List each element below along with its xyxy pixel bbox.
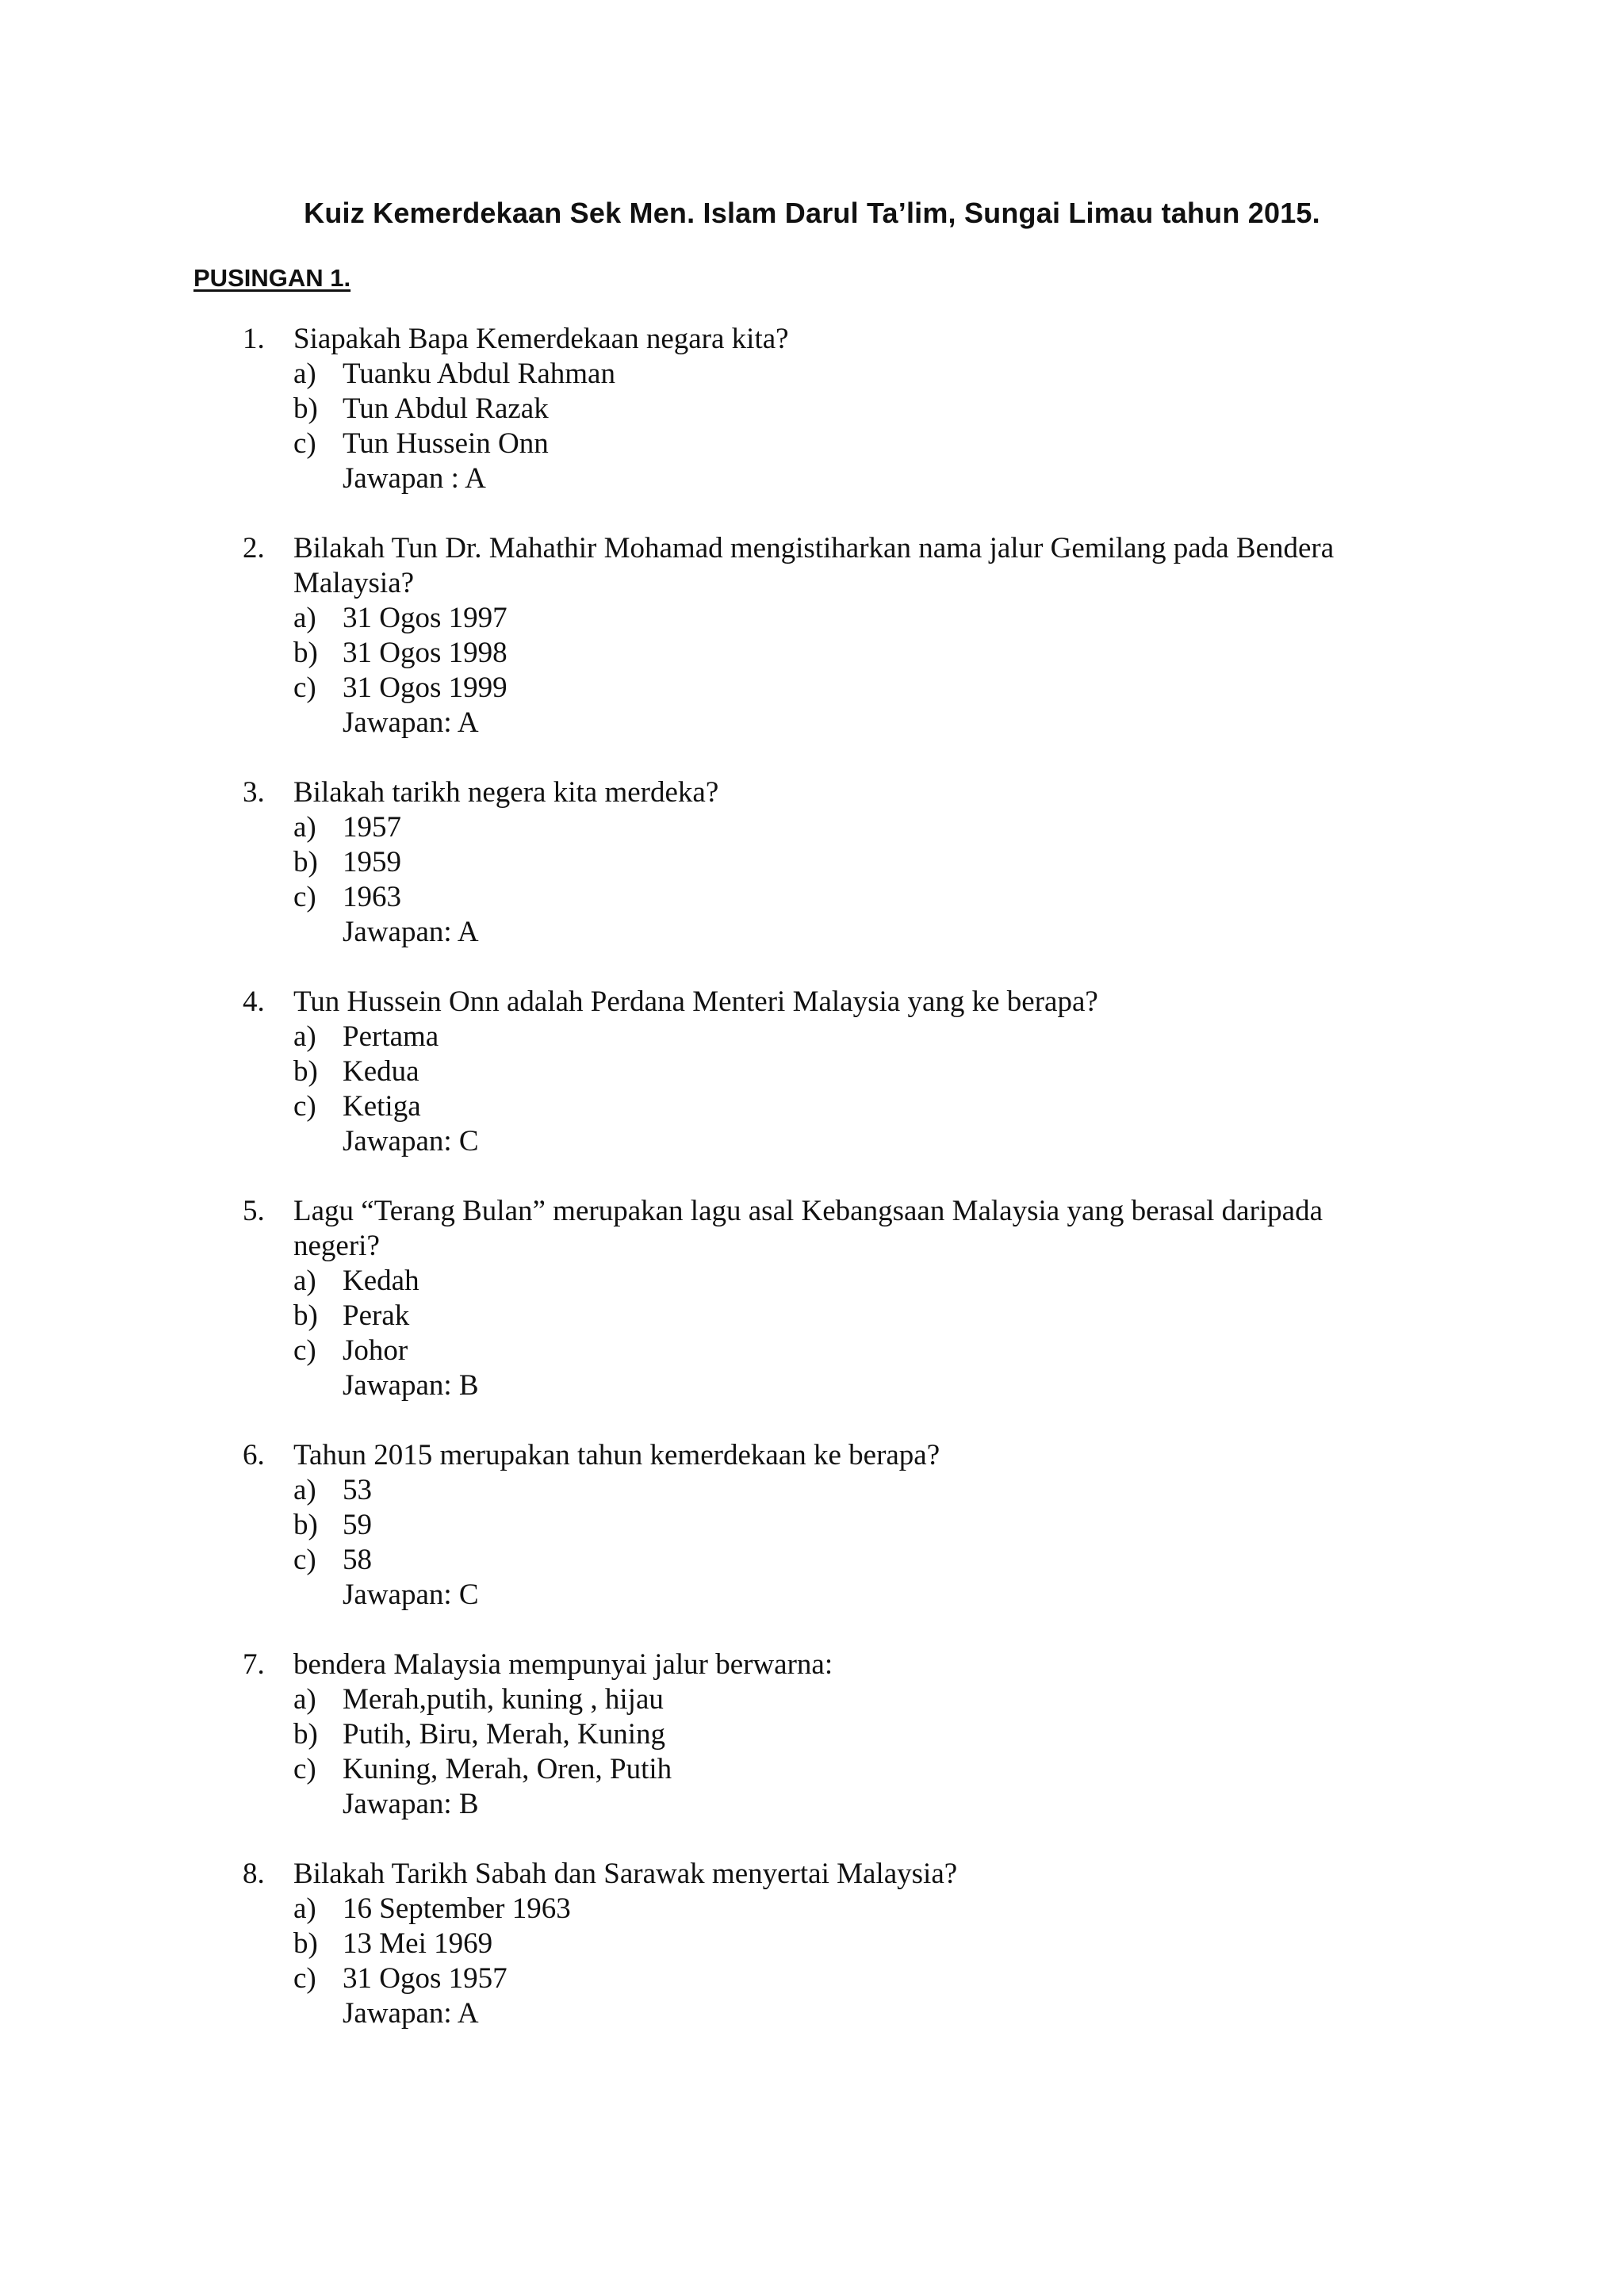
option-text: Kuning, Merah, Oren, Putih [343, 1753, 672, 1785]
question-text: Tahun 2015 merupakan tahun kemerdekaan ke berapa? [293, 1439, 940, 1471]
option-letter: a) [293, 358, 316, 390]
option-text: 31 Ogos 1997 [343, 602, 508, 634]
option-text: Kedah [343, 1265, 419, 1297]
question-text: Lagu “Terang Bulan” merupakan lagu asal Kebangsaan Malaysia yang berasal daripada negeri? [293, 1195, 1323, 1262]
option-letter: b) [293, 1055, 318, 1088]
option-text: 31 Ogos 1999 [343, 672, 508, 704]
option-letter: c) [293, 1753, 316, 1785]
question-text: Bilakah Tarikh Sabah dan Sarawak menyertai Malaysia? [293, 1858, 958, 1890]
option-letter: c) [293, 881, 316, 913]
question-text: Bilakah Tun Dr. Mahathir Mohamad mengistiharkan nama jalur Gemilang pada Bendera Malaysia? [293, 532, 1335, 599]
question-item [0, 775, 1624, 950]
question-text: Bilakah tarikh negera kita merdeka? [293, 776, 719, 809]
option-letter: a) [293, 1683, 316, 1716]
option-letter: b) [293, 1718, 318, 1751]
question-list [0, 322, 1624, 2066]
option-letter: c) [293, 1962, 316, 1995]
question-item [0, 1194, 1624, 1403]
option-text: Putih, Biru, Merah, Kuning [343, 1718, 665, 1751]
option-text: 53 [343, 1474, 372, 1506]
option-letter: a) [293, 1892, 316, 1925]
question-number: 3. [243, 776, 265, 809]
option-text: Ketiga [343, 1090, 421, 1123]
question-number: 8. [243, 1858, 265, 1890]
option-letter: c) [293, 1090, 316, 1123]
option-letter: c) [293, 672, 316, 704]
question-item [0, 531, 1624, 740]
question-text: Siapakah Bapa Kemerdekaan negara kita? [293, 323, 789, 355]
answer-text: Jawapan: A [343, 916, 479, 948]
question-item [0, 1438, 1624, 1613]
question-number: 2. [243, 532, 265, 564]
round-heading: PUSINGAN 1. [193, 264, 351, 292]
option-text: 1957 [343, 811, 401, 844]
option-text: 13 Mei 1969 [343, 1927, 493, 1960]
option-letter: c) [293, 427, 316, 460]
page-title: Kuiz Kemerdekaan Sek Men. Islam Darul Ta’lim, Sungai Limau tahun 2015. [304, 197, 1320, 229]
option-text: 1963 [343, 881, 401, 913]
question-number: 6. [243, 1439, 265, 1471]
option-text: 31 Ogos 1957 [343, 1962, 508, 1995]
answer-text: Jawapan: C [343, 1578, 479, 1611]
option-letter: a) [293, 1265, 316, 1297]
question-number: 1. [243, 323, 265, 355]
option-text: 58 [343, 1544, 372, 1576]
option-letter: a) [293, 1020, 316, 1053]
question-number: 5. [243, 1195, 265, 1227]
option-letter: a) [293, 1474, 316, 1506]
question-item [0, 322, 1624, 496]
question-item [0, 1857, 1624, 2031]
question-item [0, 985, 1624, 1159]
option-letter: b) [293, 846, 318, 878]
option-text: Tun Hussein Onn [343, 427, 549, 460]
option-text: Perak [343, 1299, 410, 1332]
option-text: 59 [343, 1509, 372, 1541]
answer-text: Jawapan: B [343, 1788, 479, 1820]
option-letter: b) [293, 1509, 318, 1541]
option-letter: b) [293, 392, 318, 425]
option-text: 31 Ogos 1998 [343, 637, 508, 669]
option-letter: b) [293, 637, 318, 669]
question-number: 7. [243, 1648, 265, 1681]
option-text: Tun Abdul Razak [343, 392, 549, 425]
option-letter: c) [293, 1544, 316, 1576]
option-letter: a) [293, 811, 316, 844]
answer-text: Jawapan: C [343, 1125, 479, 1158]
option-text: 16 September 1963 [343, 1892, 571, 1925]
option-text: Johor [343, 1334, 408, 1367]
option-letter: c) [293, 1334, 316, 1367]
option-text: Merah,putih, kuning , hijau [343, 1683, 664, 1716]
option-text: Kedua [343, 1055, 419, 1088]
option-text: Tuanku Abdul Rahman [343, 358, 615, 390]
answer-text: Jawapan : A [343, 462, 486, 495]
option-letter: a) [293, 602, 316, 634]
option-letter: b) [293, 1927, 318, 1960]
option-text: Pertama [343, 1020, 439, 1053]
option-letter: b) [293, 1299, 318, 1332]
question-text: bendera Malaysia mempunyai jalur berwarna: [293, 1648, 833, 1681]
answer-text: Jawapan: B [343, 1369, 479, 1402]
question-item [0, 1647, 1624, 1822]
answer-text: Jawapan: A [343, 1997, 479, 2030]
question-number: 4. [243, 985, 265, 1018]
option-text: 1959 [343, 846, 401, 878]
answer-text: Jawapan: A [343, 706, 479, 739]
question-text: Tun Hussein Onn adalah Perdana Menteri Malaysia yang ke berapa? [293, 985, 1098, 1018]
